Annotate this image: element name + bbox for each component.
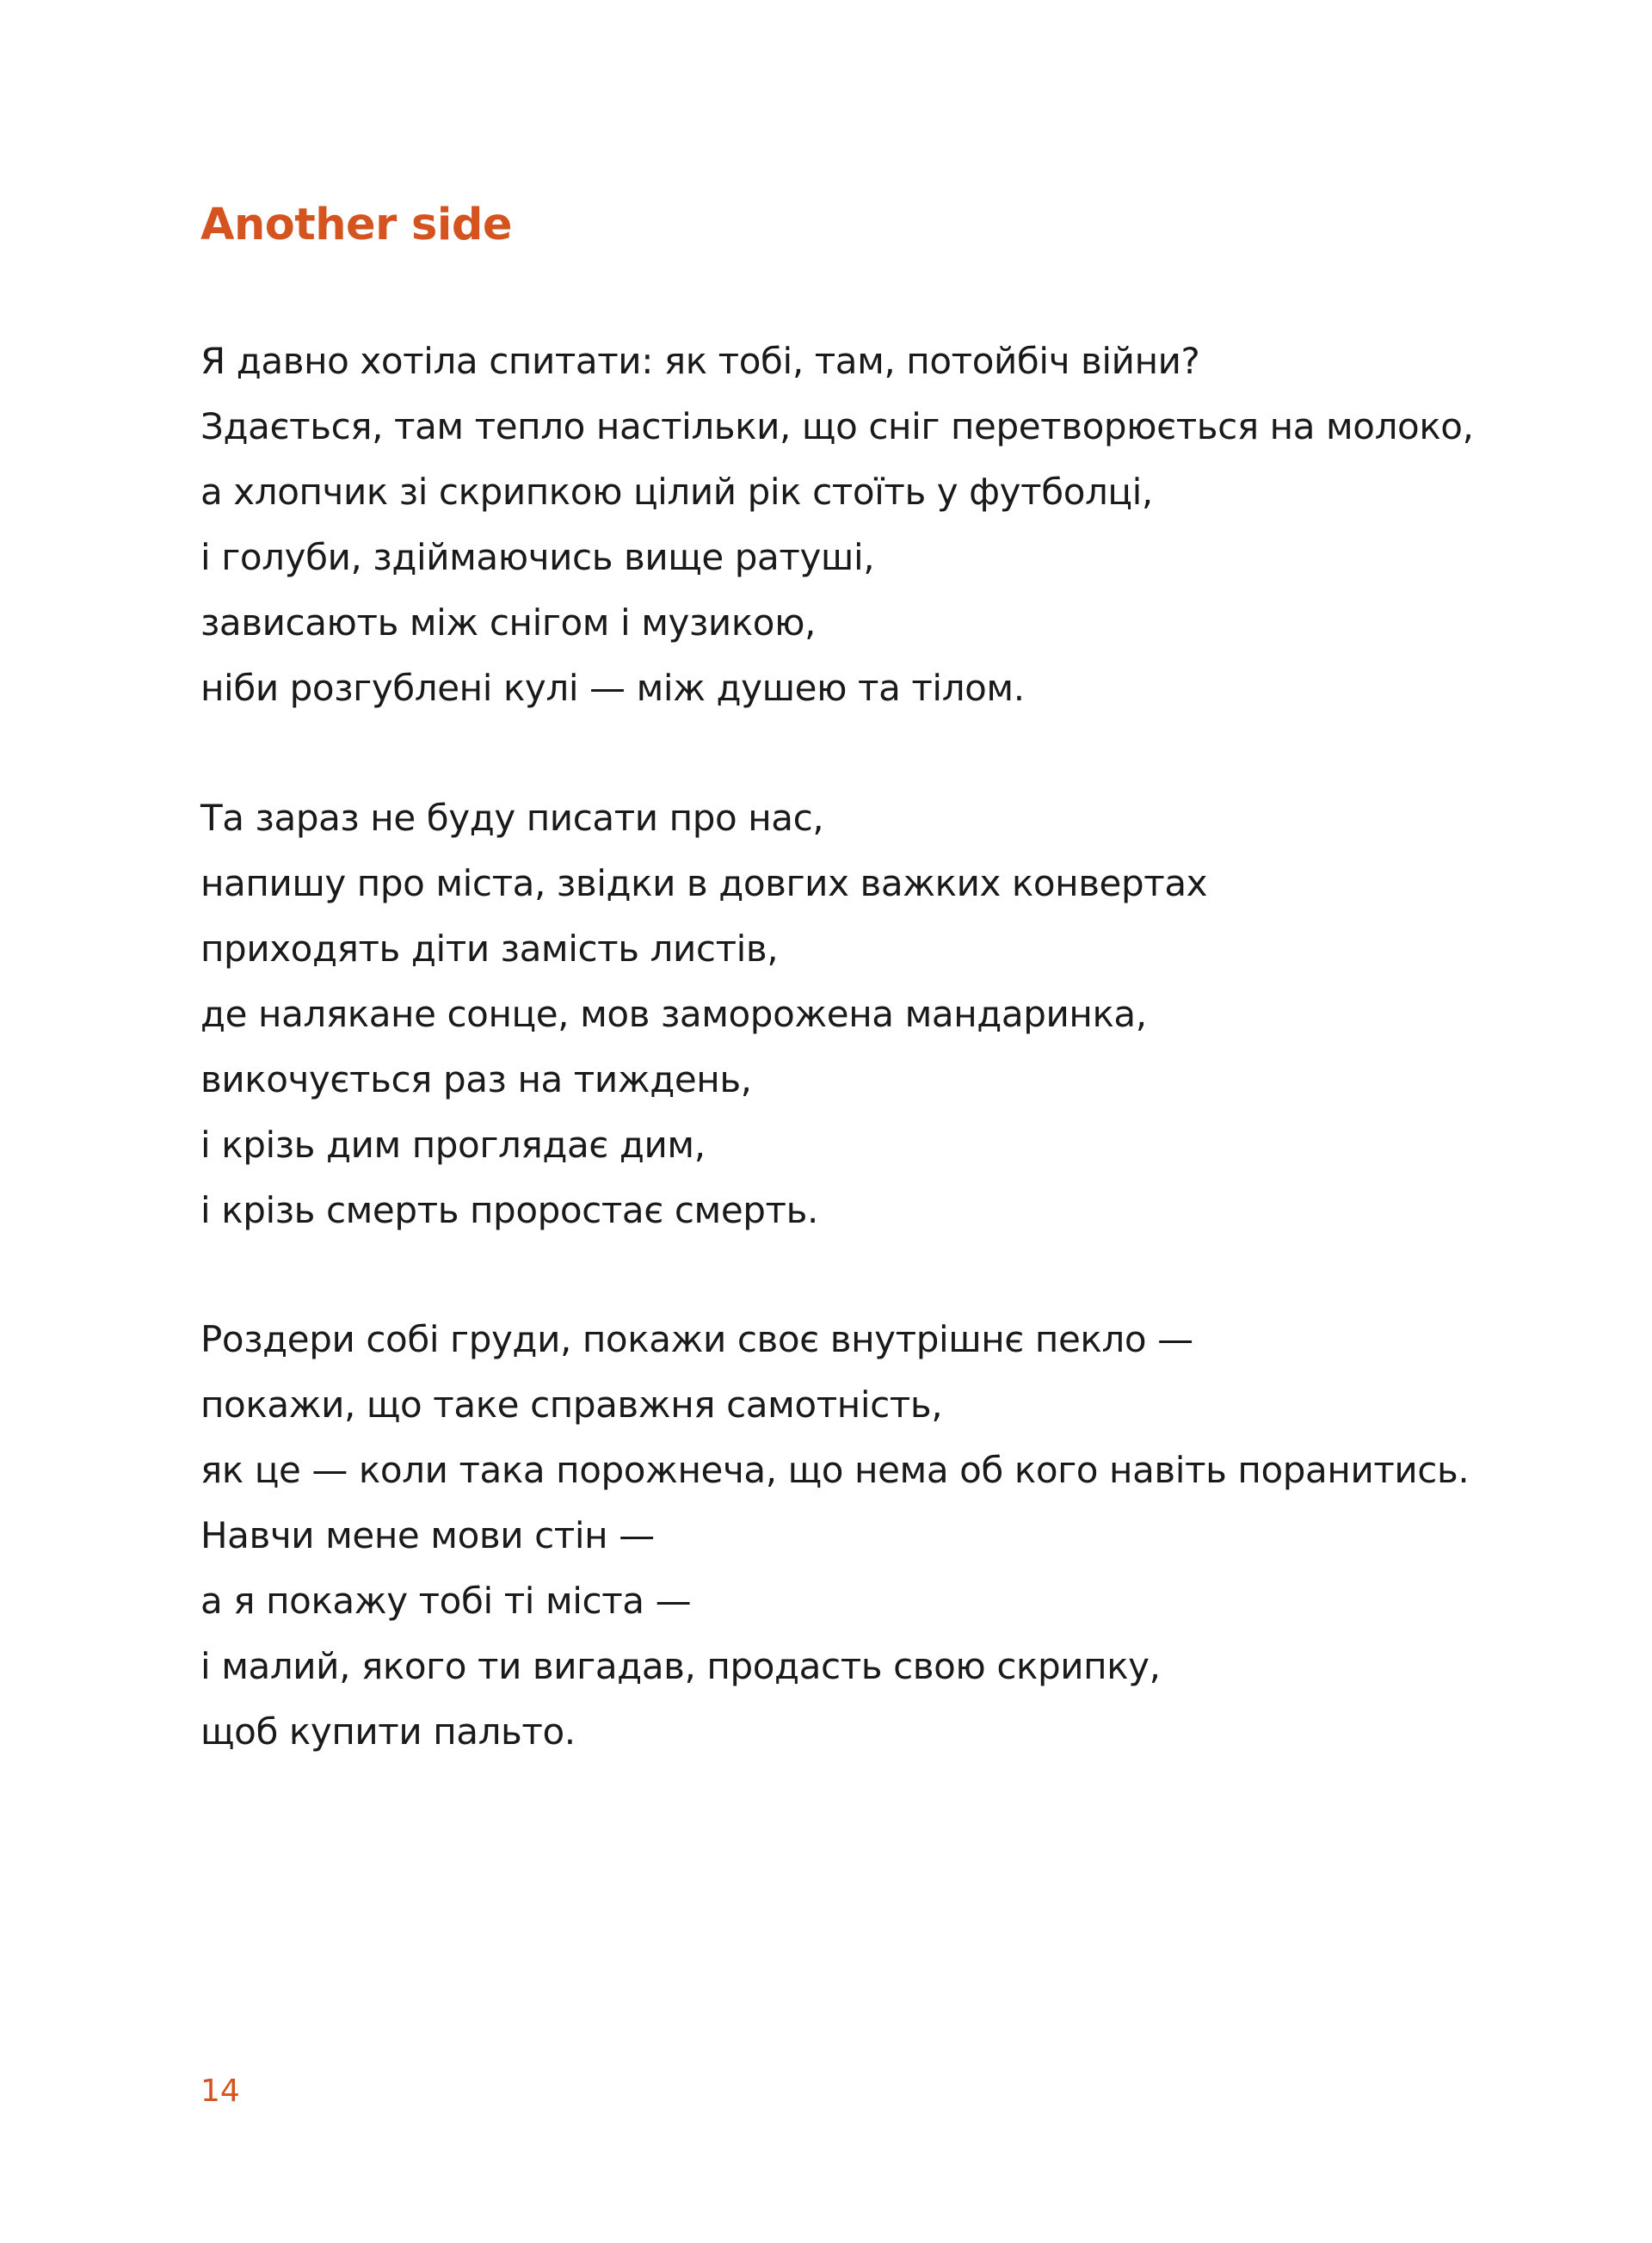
poem-line: викочується раз на тиждень, bbox=[200, 1058, 752, 1100]
poem-line: і голуби, здіймаючись вище ратуші, bbox=[200, 536, 875, 578]
poem-line: де налякане сонце, мов заморожена мандаринка, bbox=[200, 993, 1147, 1035]
poem-line: а хлопчик зі скрипкою цілий рік стоїть у футболці, bbox=[200, 471, 1153, 513]
poem-line: Роздери собі груди, покажи своє внутрішнє пекло — bbox=[200, 1318, 1193, 1360]
poem-line: як це — коли така порожнеча, що нема об кого навіть поранитись. bbox=[200, 1449, 1470, 1491]
stanza-1 bbox=[200, 329, 1474, 721]
poem-line: Я давно хотіла спитати: як тобі, там, потойбіч війни? bbox=[200, 340, 1200, 382]
poem-line: покажи, що таке справжня самотність, bbox=[200, 1383, 943, 1426]
poem-line: Та зараз не буду писати про нас, bbox=[200, 797, 824, 839]
poem-line: щоб купити пальто. bbox=[200, 1710, 576, 1753]
page-number: 14 bbox=[200, 2074, 240, 2109]
poem-line: напишу про міста, звідки в довгих важких конвертах bbox=[200, 862, 1208, 904]
poem-line: а я покажу тобі ті міста — bbox=[200, 1580, 692, 1622]
poem-line: зависають між снігом і музикою, bbox=[200, 601, 816, 644]
stanza-2 bbox=[200, 786, 1207, 1243]
poem-line: і малий, якого ти вигадав, продасть свою скрипку, bbox=[200, 1645, 1161, 1687]
poem-title: Another side bbox=[200, 200, 512, 250]
poem-line: Навчи мене мови стін — bbox=[200, 1514, 655, 1556]
poem-line: ніби розгублені кулі — між душею та тілом. bbox=[200, 667, 1025, 709]
poem-line: і крізь дим проглядає дим, bbox=[200, 1124, 706, 1166]
poem-line: приходять діти замість листів, bbox=[200, 927, 779, 970]
poem-line: Здається, там тепло настільки, що сніг перетворюється на молоко, bbox=[200, 405, 1474, 447]
stanza-3 bbox=[200, 1307, 1469, 1765]
poem-line: і крізь смерть проростає смерть. bbox=[200, 1189, 818, 1231]
